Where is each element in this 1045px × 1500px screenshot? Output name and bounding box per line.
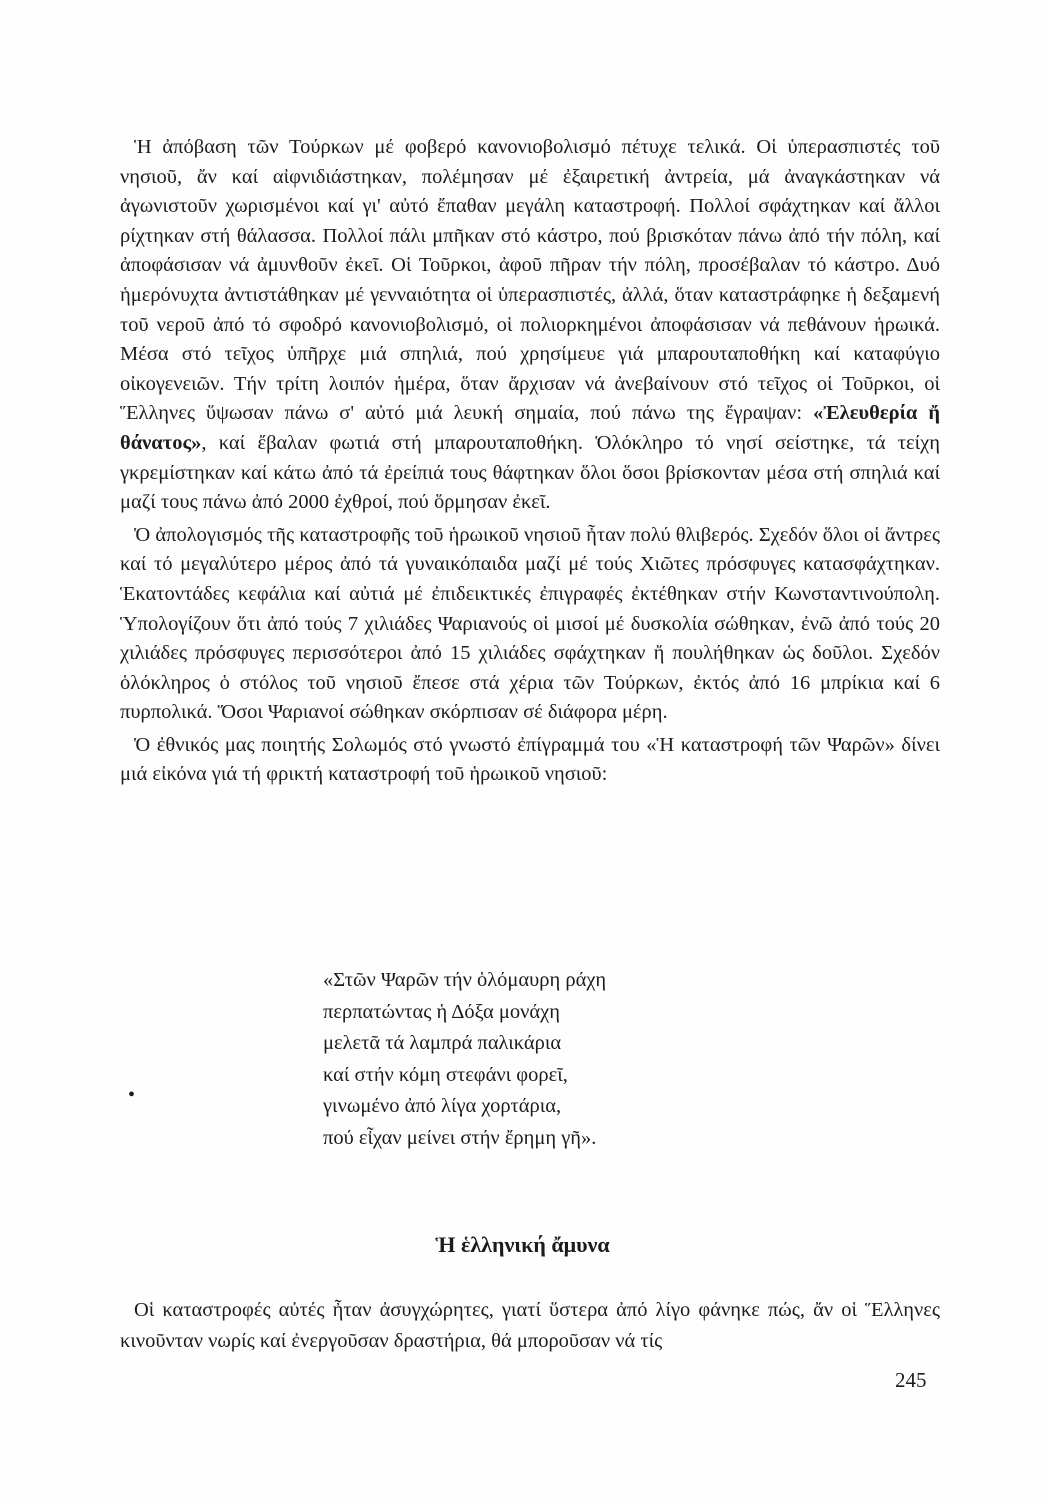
bullet-mark: • [128,1084,136,1106]
slogan-freedom-or-death: «Ἐλευθερία ἤ θάνατος» [120,402,940,454]
poem-line: περπατώντας ἡ Δόξα μονάχη [323,1000,560,1023]
paragraph-1-text: Ἡ ἀπόβαση τῶν Τούρκων μέ φοβερό κανονιοβολισμό πέτυχε τελικά. Οἱ ὑπερασπιστές τοῦ νησιοῦ, ἄν καί αἰφνιδιάστηκαν, πολέμησαν μέ ἐξαιρετική ἀντρεία, μά ἀναγκάστηκαν νά ἀγωνιστοῦν χωρισμένοι καί γι' αὐτό ἔπαθαν μεγάλη καταστροφή. Πολλοί σφάχτηκαν καί ἄλλοι ρίχτηκαν στή θάλασσα. Πολλοί πάλι μπῆκαν στό κάστρο, πού βρισκόταν πάνω ἀπό τήν πόλη, καί ἀποφάσισαν νά ἀμυνθοῦν ἐκεῖ. Οἱ Τοῦρκοι, ἀφοῦ πῆραν τήν πόλη, προσέβαλαν τό κάστρο. Δυό ἡμερόνυχτα ἀντιστάθηκαν μέ γενναιότητα οἱ ὑπερασπιστές, ἀλλά, ὅταν καταστράφηκε ἡ δεξαμενή τοῦ νεροῦ ἀπό τό σφοδρό κανονιοβολισμό, οἱ πολιορκημένοι ἀποφάσισαν νά πεθάνουν ἡρωικά. Μέσα στό τεῖχος ὑπῆρχε μιά σπηλιά, πού χρησίμευε γιά μπαρουταποθήκη καί καταφύγιο οἰκογενειῶν. Τήν τρίτη λοιπόν ἡμέρα, ὅταν ἄρχισαν νά ἀνεβαίνουν στό τεῖχος οἱ Τοῦρκοι, οἱ Ἕλληνες ὕψωσαν πάνω σ' αὐτό μιά λευκή σημαία, πού πάνω της ἔγραψαν: [120,136,940,425]
paragraph-solomos: Ὁ ἐθνικός μας ποιητής Σολωμός στό γνωστό ἐπίγραμμά του «Ἡ καταστροφή τῶν Ψαρῶν» δίνει μιά εἰκόνα γιά τή φρικτή καταστροφή τοῦ ἡρωικοῦ νησιοῦ: [120,733,940,786]
paragraph-casualties: Ὁ ἀπολογισμός τῆς καταστροφῆς τοῦ ἡρωικοῦ νησιοῦ ἦταν πολύ θλιβερός. Σχεδόν ὅλοι οἱ ἄντρες καί τό μεγαλύτερο μέρος ἀπό τά γυναικόπαιδα μαζί μέ τούς Χιῶτες πρόσφυγες κατασφάχτηκαν. Ἑκατοντάδες κεφάλια καί αὐτιά μέ ἐπιδεικτικές ἐπιγραφές ἐκτέθηκαν στήν Κωνσταντινούπολη. Ὑπολογίζουν ὅτι ἀπό τούς 7 χιλιάδες Ψαριανούς οἱ μισοί μέ δυσκολία σώθηκαν, ἐνῶ ἀπό τούς 20 χιλιάδες πρόσφυγες περισσότεροι ἀπό 15 χιλιάδες σφάχτηκαν ἤ πουλήθηκαν ὡς δοῦλοι. Σχεδόν ὁλόκληρος ὁ στόλος τοῦ νησιοῦ ἔπεσε στά χέρια τῶν Τούρκων, ἐκτός ἀπό 16 μπρίκια καί 6 πυρπολικά. Ὅσοι Ψαριανοί σώθηκαν σκόρπισαν σέ διάφορα μέρη. [120,523,940,724]
poem-line: πού εἶχαν μείνει στήν ἔρημη γῆ». [323,1126,597,1149]
poem-line: καί στήν κόμη στεφάνι φορεῖ, [323,1063,568,1086]
poem-line: γινωμένο ἀπό λίγα χορτάρια, [323,1095,562,1117]
poem-line: «Στῶν Ψαρῶν τήν ὁλόμαυρη ράχη [323,969,607,991]
paragraph-1-tail: , καί ἔβαλαν φωτιά στή μπαρουταποθήκη. Ὁλόκληρο τό νησί σείστηκε, τά τείχη γκρεμίστηκαν καί κάτω ἀπό τά ἐρείπιά τους θάφτηκαν ὅλοι ὅσοι βρίσκονταν μέσα στή σπηλιά καί μαζί τους πάνω ἀπό 2000 ἐχθροί, πού ὅρμησαν ἐκεῖ. [120,431,940,514]
poem-line: μελετᾶ τά λαμπρά παλικάρια [323,1032,562,1054]
paragraph-greek-defense: Οἱ καταστροφές αὐτές ἦταν ἀσυγχώρητες, γιατί ὕστερα ἀπό λίγο φάνηκε πώς, ἄν οἱ Ἕλληνες κινοῦνταν νωρίς καί ἐνεργοῦσαν δραστήρια, θά μποροῦσαν νά τίς [120,1299,940,1352]
main-text-block [120,133,940,790]
poem-block [323,965,923,1154]
page-number: 245 [895,1368,927,1392]
paragraph-psara-destruction [120,133,940,518]
section-heading: Ἡ ἑλληνική ἄμυνα [435,1232,610,1257]
